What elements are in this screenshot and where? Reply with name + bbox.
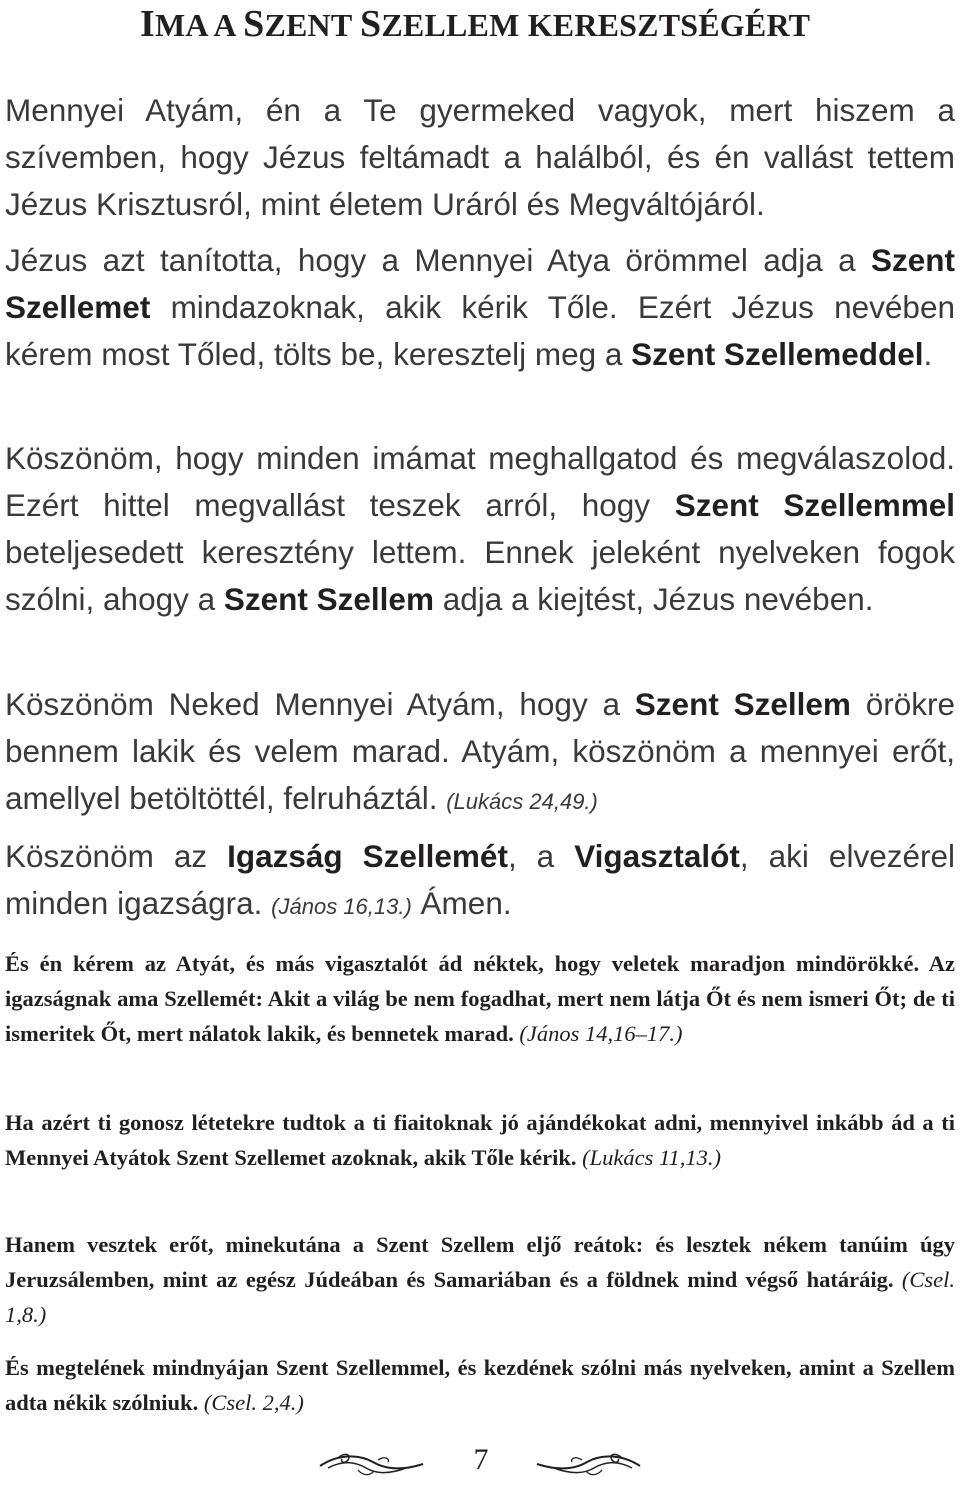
emphasis-text: Szent Szellemeddel [631,336,924,372]
emphasis-text: Szent Szellemmel [674,487,955,523]
scripture-reference: (Lukács 11,13.) [582,1145,722,1170]
scripture-quote-4 [5,1350,955,1420]
scripture-reference: (Csel. 2,4.) [203,1390,304,1415]
scripture-reference: (Lukács 24,49.) [446,789,598,814]
quote-text: És én kérem az Atyát, és más vigasztalót ád néktek, hogy veletek maradjon mindörökké. Az igazságnak ama Szellemét: Akit a világ be nem fogadhat, mert nem látja Őt és nem ismeri Őt; de ti ismeritek Őt, mert nálatok lakik, és bennetek marad. [5,951,955,1046]
paragraph-text: beteljesedett keresztény lettem. Ennek jeleként nyelveken fogok szólni, ahogy a [5,534,955,617]
paragraph-text: Köszönöm, hogy minden imámat meghallgatod és megválaszolod. Ezért hittel megvallást teszek arról, hogy [5,440,955,523]
flourish-right-ornament [532,1450,642,1480]
prayer-paragraph-2 [5,237,955,378]
paragraph-text: Köszönöm az [5,838,228,874]
paragraph-text: Köszönöm Neked Mennyei Atyám, hogy a [5,686,635,722]
title-text: MA A [155,7,244,43]
flourish-left-ornament [318,1450,428,1480]
prayer-paragraph-5 [5,833,955,930]
paragraph-text: örökre bennem lakik és velem marad. Atyám, köszönöm a mennyei erőt, amellyel betöltöttél, felruháztál. [5,686,955,816]
title-text: ZELLEM KERESZTSÉGÉRT [381,7,811,43]
scripture-quote-3 [5,1227,955,1332]
page-title [140,2,900,47]
quote-text: És megtelének mindnyájan Szent Szellemmel, és kezdének szólni más nyelveken, amint a Szellem adta nékik szólniuk. [5,1355,955,1415]
title-cap: I [140,3,155,45]
scripture-quote-1 [5,946,955,1051]
paragraph-text: , aki elvezérel minden igazságra. [5,838,955,921]
scripture-reference: (Csel. 1,8.) [5,1267,955,1327]
emphasis-text: Igazság Szellemét [227,838,508,874]
page-number: 7 [473,1443,489,1476]
prayer-paragraph-4 [5,681,955,825]
scripture-quote-2 [5,1105,955,1175]
title-cap: S [243,3,265,45]
emphasis-text: Szent Szellem [634,686,851,722]
scripture-reference: (János 14,16–17.) [519,1021,683,1046]
paragraph-text: Ámen. [411,885,512,921]
paragraph-text: Jézus azt tanította, hogy a Mennyei Atya örömmel adja a [5,242,871,278]
emphasis-text: Szent Szellem [223,581,434,617]
paragraph-text: mindazoknak, akik kérik Tőle. Ezért Jézus nevében kérem most Tőled, tölts be, keresztelj meg a [5,289,955,372]
title-text: ZENT [264,7,361,43]
title-cap: S [360,3,382,45]
scripture-reference: (János 16,13.) [271,894,412,919]
paragraph-text: , a [507,838,575,874]
quote-text: Hanem vesztek erőt, minekutána a Szent Szellem eljő reátok: és lesztek nékem tanúim úgy Jeruzsálemben, mint az egész Júdeában és Samariában és a földnek mind végső határáig. [5,1232,955,1292]
paragraph-text: . [923,336,933,372]
prayer-paragraph-1: Mennyei Atyám, én a Te gyermeked vagyok, mert hiszem a szívemben, hogy Jézus feltámadt a halálból, és én vallást tettem Jézus Krisztusról, mint életem Uráról és Megváltójáról. [5,92,955,222]
emphasis-text: Vigasztalót [574,838,740,874]
emphasis-text: Szent Szellemet [5,242,955,325]
quote-text: Ha azért ti gonosz létetekre tudtok a ti fiaitoknak jó ajándékokat adni, mennyivel inkább ád a ti Mennyei Atyátok Szent Szellemet azoknak, akik Tőle kérik. [5,1110,955,1170]
paragraph-text: adja a kiejtést, Jézus nevében. [433,581,874,617]
prayer-paragraph-3 [5,435,955,623]
